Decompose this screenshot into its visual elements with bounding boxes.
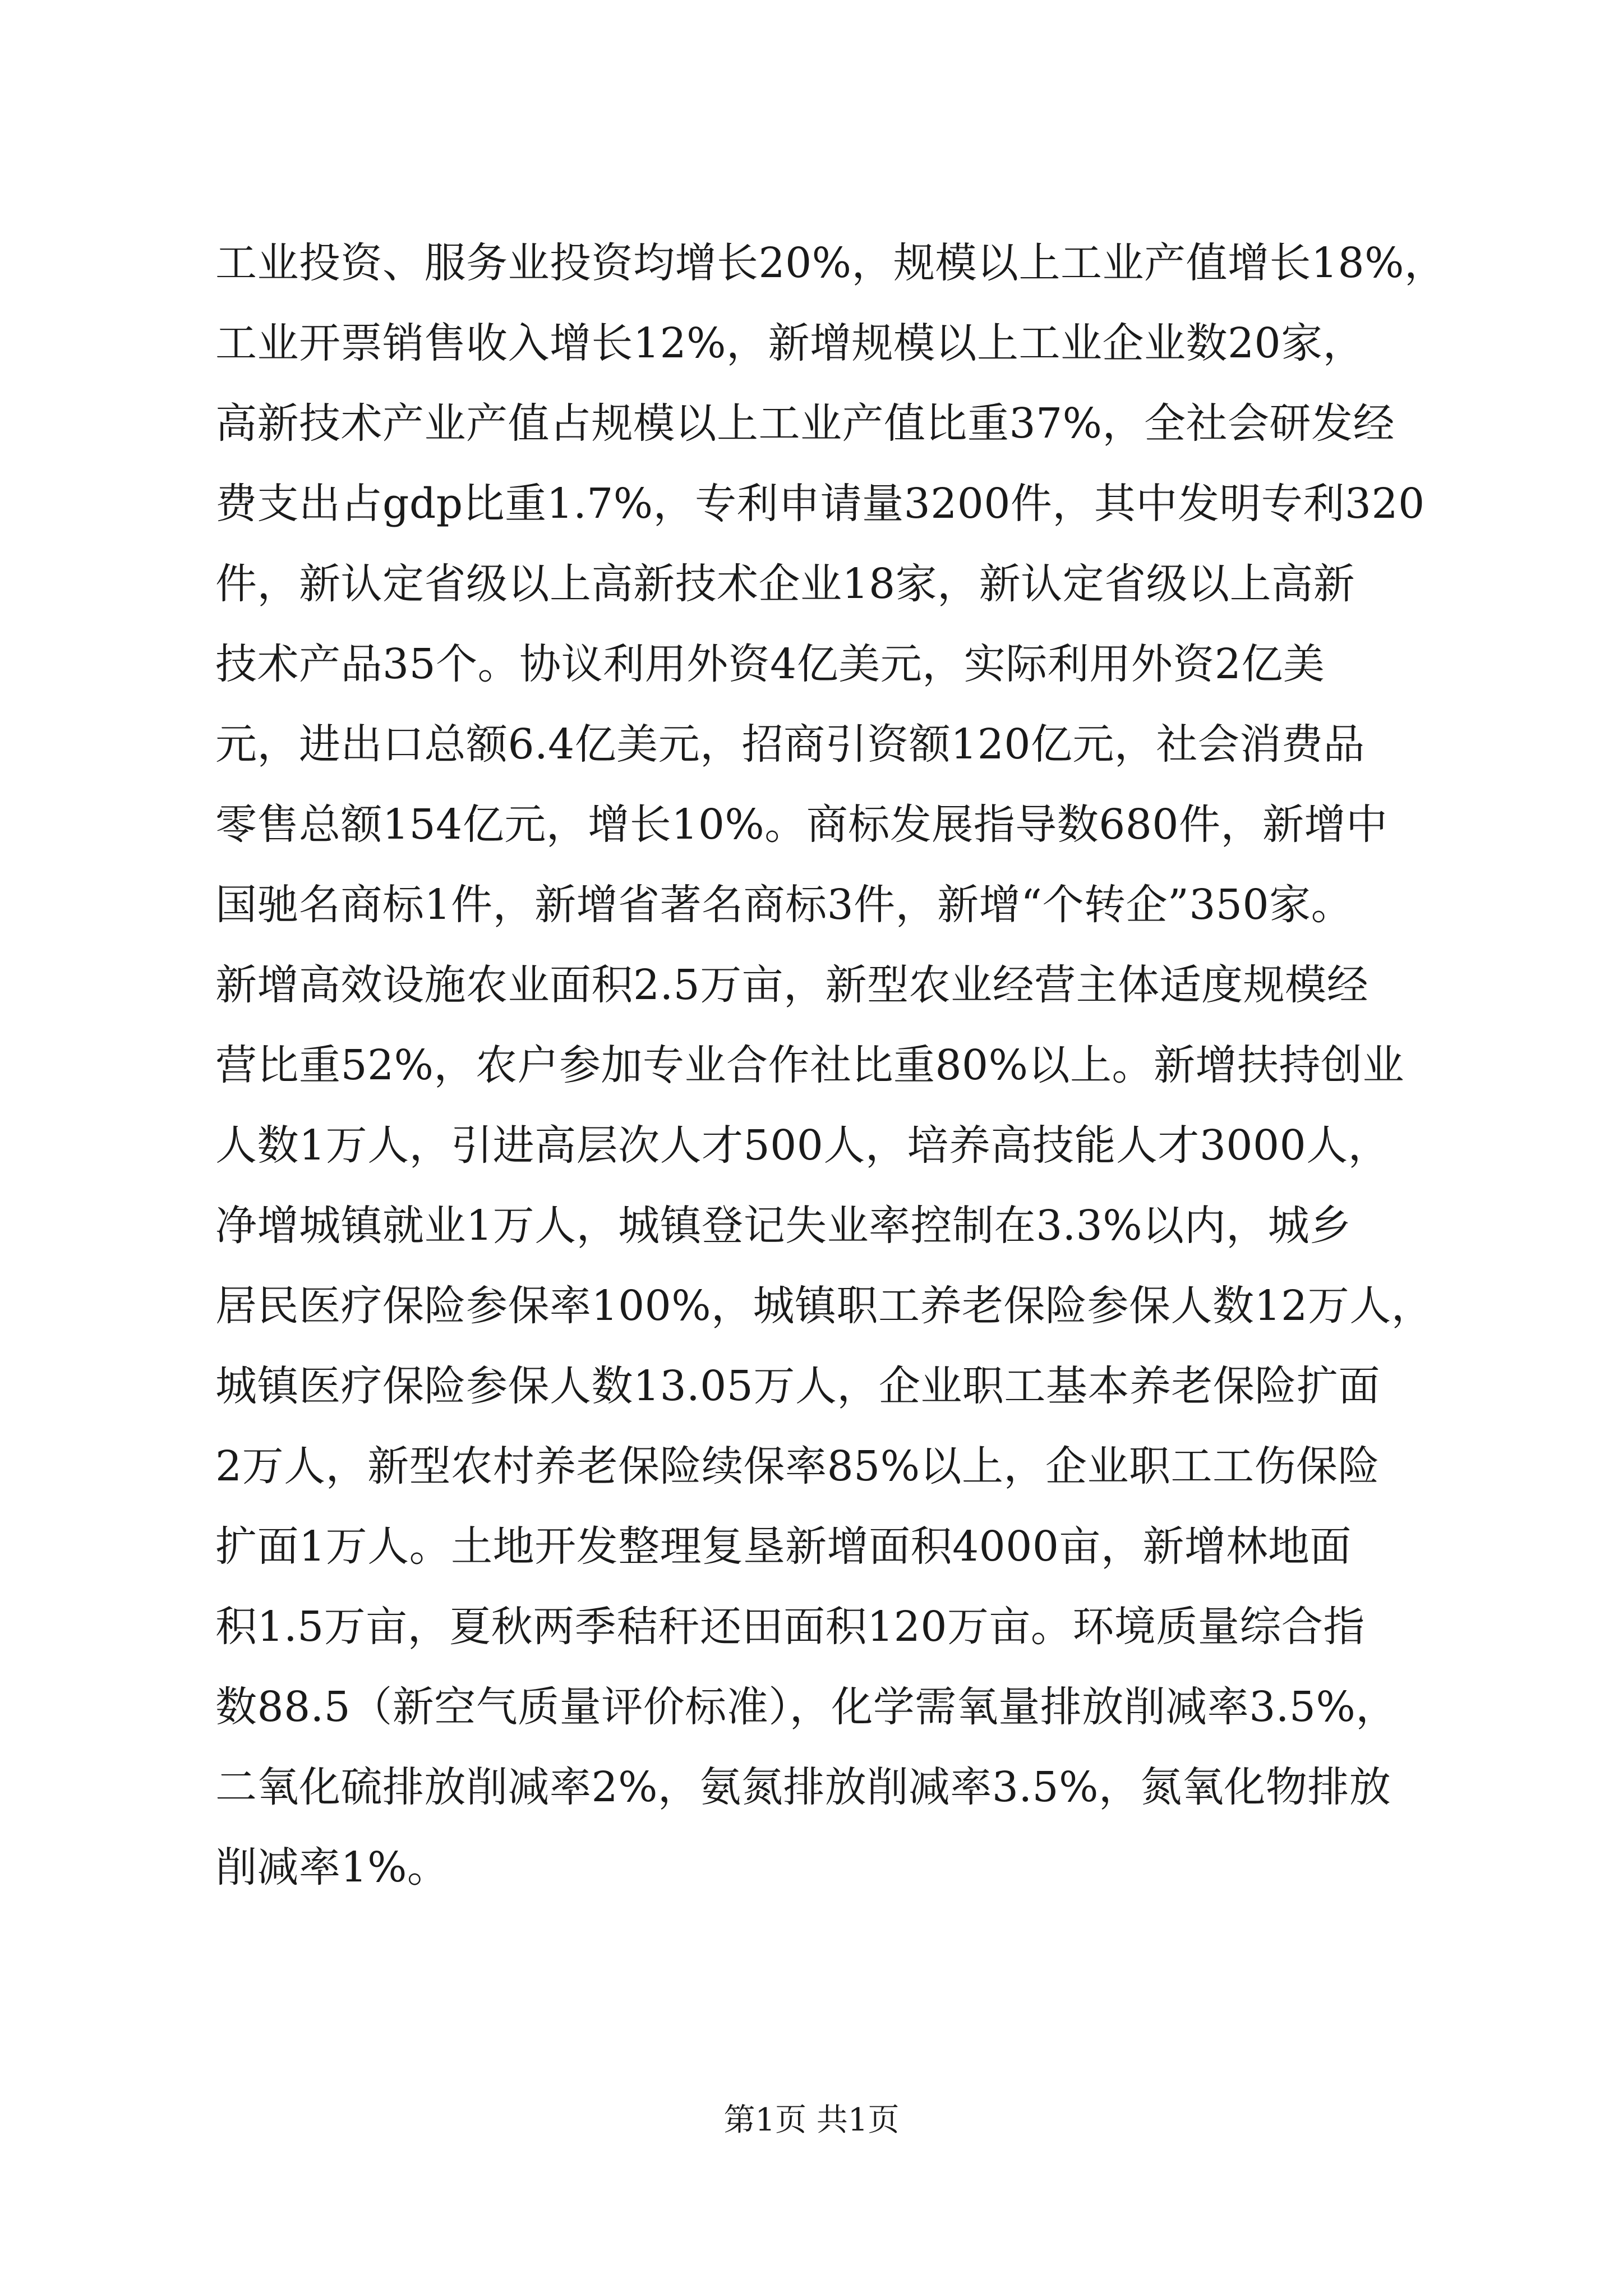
text-line: 扩面1万人。土地开发整理复垦新增面积4000亩，新增林地面 xyxy=(215,1522,1352,1571)
body-paragraph xyxy=(215,223,1446,1908)
text-line: 2万人，新型农村养老保险续保率85%以上，企业职工工伤保险 xyxy=(215,1442,1380,1490)
text-line: 新增高效设施农业面积2.5万亩，新型农业经营主体适度规模经 xyxy=(215,961,1369,1009)
text-line: 削减率1%。 xyxy=(215,1843,449,1892)
page-footer: 第1页 共1页 xyxy=(723,2102,900,2138)
text-line: 件，新认定省级以上高新技术企业18家，新认定省级以上高新 xyxy=(215,560,1355,608)
text-line: 二氧化硫排放削减率2%，氨氮排放削减率3.5%，氮氧化物排放 xyxy=(215,1763,1391,1811)
text-line: 积1.5万亩，夏秋两季秸秆还田面积120万亩。环境质量综合指 xyxy=(215,1603,1365,1651)
text-line: 费支出占gdp比重1.7%，专利申请量3200件，其中发明专利320 xyxy=(215,480,1425,528)
text-line: 元，进出口总额6.4亿美元，招商引资额120亿元，社会消费品 xyxy=(215,720,1365,769)
text-line: 技术产品35个。协议利用外资4亿美元，实际利用外资2亿美 xyxy=(215,640,1325,688)
text-line: 人数1万人，引进高层次人才500人，培养高技能人才3000人， xyxy=(215,1121,1390,1170)
text-line: 国驰名商标1件，新增省著名商标3件，新增“个转企”350家。 xyxy=(215,881,1353,929)
text-line: 城镇医疗保险参保人数13.05万人，企业职工基本养老保险扩面 xyxy=(215,1362,1380,1410)
text-line: 工业开票销售收入增长12%，新增规模以上工业企业数20家， xyxy=(215,319,1365,367)
text-line: 营比重52%，农户参加专业合作社比重80%以上。新增扶持创业 xyxy=(215,1041,1404,1089)
text-line: 数88.5（新空气质量评价标准），化学需氧量排放削减率3.5%， xyxy=(215,1683,1398,1731)
text-line: 工业投资、服务业投资均增长20%，规模以上工业产值增长18%， xyxy=(215,239,1446,287)
text-line: 净增城镇就业1万人，城镇登记失业率控制在3.3%以内，城乡 xyxy=(215,1202,1352,1250)
text-line: 高新技术产业产值占规模以上工业产值比重37%，全社会研发经 xyxy=(215,399,1395,448)
text-line: 居民医疗保险参保率100%，城镇职工养老保险参保人数12万人， xyxy=(215,1282,1433,1330)
text-line: 零售总额154亿元，增长10%。商标发展指导数680件，新增中 xyxy=(215,800,1388,849)
